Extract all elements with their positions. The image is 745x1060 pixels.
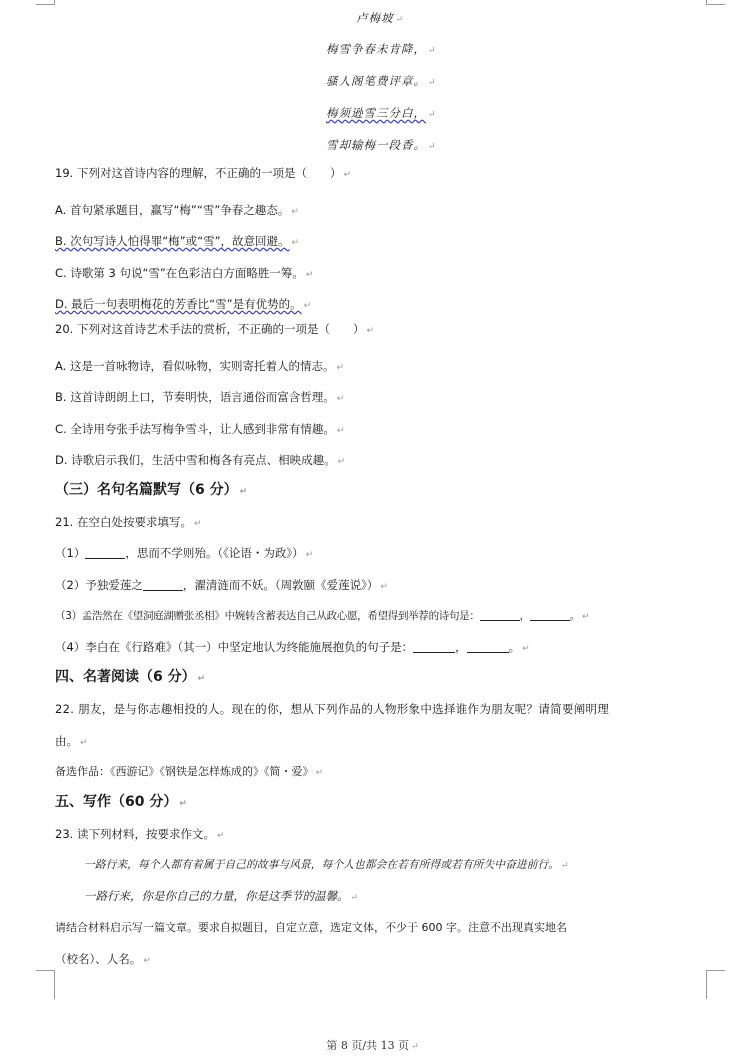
poem-author: 卢梅坡 ↵	[356, 11, 405, 25]
question-21-item-4: （4）李白在《行路难》（其一）中坚定地认为终能施展抱负的句子是： ， 。 ↵	[55, 640, 530, 654]
question-23-material-1: 一路行来，每个人都有着属于自己的故事与风景，每个人也都会在若有所得或若有所失中奋进前行。 ↵	[84, 858, 569, 871]
question-22-stem-line-1: 22. 朋友，是与你志趣相投的人。现在的你，想从下列作品的人物形象中选择谁作为朋友呢？请简要阐明理	[55, 702, 610, 716]
question-21-item-1: （1） ，思而不学则殆。（《论语・为政》） ↵	[55, 546, 314, 560]
question-21-item-2: （2）予独爱莲之 ，濯清涟而不妖。（周敦颐《爱莲说》） ↵	[55, 578, 388, 592]
question-20-option-a: A. 这是一首咏物诗，看似咏物，实则寄托着人的情志。 ↵	[55, 359, 345, 373]
poem-line-2: 骚人阁笔费评章。 ↵	[326, 74, 437, 88]
section-5-heading: 五、写作（60 分） ↵	[55, 794, 187, 810]
question-19-option-d: D. 最后一句表明梅花的芳香比“雪”是有优势的。 ↵	[55, 297, 312, 311]
poem-line-3: 梅须逊雪三分白， ↵	[326, 106, 437, 120]
question-20-option-d: D. 诗歌启示我们，生活中雪和梅各有亮点、相映成趣。 ↵	[55, 453, 346, 467]
question-23-requirement-line-2: （校名）、人名。 ↵	[55, 952, 151, 966]
question-21-stem: 21. 在空白处按要求填写。 ↵	[55, 515, 202, 529]
question-20-option-b: B. 这首诗朗朗上口，节奏明快，语言通俗而富含哲理。 ↵	[55, 390, 345, 404]
question-19-stem: 19. 下列对这首诗内容的理解，不正确的一项是（ ） ↵	[55, 166, 351, 180]
question-20-option-c: C. 全诗用夸张手法写梅争雪斗，让人感到非常有情趣。 ↵	[55, 422, 345, 436]
crop-mark-top-left	[36, 0, 55, 5]
fill-blank[interactable]	[413, 640, 455, 653]
question-23-stem: 23. 读下列材料，按要求作文。 ↵	[55, 827, 225, 841]
question-23-material-2: 一路行来，你是你自己的力量，你是这季节的温馨。 ↵	[84, 889, 359, 903]
question-23-requirement-line-1: 请结合材料启示写一篇文章。要求自拟题目，自定立意，选定文体，不少于 600 字。注意不出现真实地名	[55, 921, 567, 934]
fill-blank[interactable]	[480, 608, 520, 621]
section-3-heading: （三）名句名篇默写（6 分） ↵	[55, 482, 248, 498]
question-22-stem-line-2: 由。 ↵	[55, 734, 88, 748]
question-21-item-3: （3）孟浩然在《望洞庭湖赠张丞相》中婉转含蓄表达自己从政心愿，希望得到举荐的诗句是： ， 。 ↵	[55, 610, 590, 622]
question-20-stem: 20. 下列对这首诗艺术手法的赏析，不正确的一项是（ ） ↵	[55, 322, 374, 336]
section-4-heading: 四、名著阅读（6 分） ↵	[55, 669, 206, 685]
crop-mark-bottom-left	[36, 970, 55, 999]
poem-line-1: 梅雪争春未肯降， ↵	[326, 42, 437, 56]
crop-mark-bottom-right	[706, 970, 725, 999]
fill-blank[interactable]	[85, 546, 125, 559]
crop-mark-top-right	[706, 0, 725, 5]
fill-blank[interactable]	[530, 608, 570, 621]
question-22-works: 备选作品：《西游记》《钢铁是怎样炼成的》《简・爱》 ↵	[55, 765, 324, 778]
question-19-option-c: C. 诗歌第 3 句说“雪”在色彩洁白方面略胜一筹。 ↵	[55, 266, 314, 280]
page-footer: 第 8 页/共 13 页 ↵	[326, 1039, 419, 1052]
question-19-option-b: B. 次句写诗人怕得罪“梅”或“雪”，故意回避。 ↵	[55, 234, 300, 248]
question-19-option-a: A. 首句紧承题目，赢写“梅”“雪”争春之趣态。 ↵	[55, 203, 299, 217]
fill-blank[interactable]	[467, 640, 509, 653]
poem-line-4: 雪却输梅一段香。 ↵	[326, 138, 437, 152]
fill-blank[interactable]	[143, 578, 183, 591]
